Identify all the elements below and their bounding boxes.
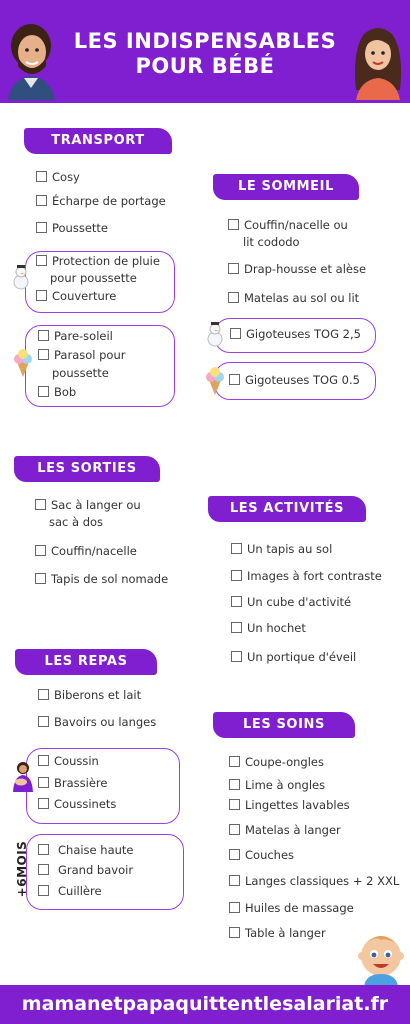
checkbox[interactable] xyxy=(36,171,47,182)
list-item[interactable]: Table à langer xyxy=(229,925,326,942)
list-item[interactable]: Couffin/nacelle xyxy=(35,543,137,560)
list-item[interactable]: Lime à ongles xyxy=(229,777,325,794)
list-item[interactable]: Un tapis au sol xyxy=(231,541,332,558)
checkbox[interactable] xyxy=(228,263,239,274)
header-banner xyxy=(0,0,410,103)
list-item[interactable]: Chaise haute xyxy=(38,842,134,859)
list-item[interactable]: Lingettes lavables xyxy=(229,797,350,814)
checkbox[interactable] xyxy=(229,849,240,860)
list-item[interactable]: Bob xyxy=(38,384,76,401)
checkbox[interactable] xyxy=(38,885,49,896)
list-item[interactable]: Protection de pluie xyxy=(36,253,160,270)
list-item[interactable]: Huiles de massage xyxy=(229,900,354,917)
list-item[interactable]: Un hochet xyxy=(231,620,306,637)
checkbox[interactable] xyxy=(38,716,49,727)
section-title-activites: LES ACTIVITÉS xyxy=(208,496,366,522)
list-item[interactable]: Pare-soleil xyxy=(38,328,113,345)
checkbox[interactable] xyxy=(36,222,47,233)
website-url[interactable]: mamanetpapaquittentlesalariat.fr xyxy=(0,985,410,1024)
six-months-label: +6MOIS xyxy=(15,840,29,898)
list-item[interactable]: Écharpe de portage xyxy=(36,193,166,210)
checkbox[interactable] xyxy=(38,386,49,397)
list-item[interactable]: Matelas au sol ou lit xyxy=(228,290,359,307)
list-item[interactable]: Coussinets xyxy=(38,796,116,813)
list-item[interactable]: Langes classiques + 2 XXL xyxy=(229,873,399,890)
checkbox[interactable] xyxy=(38,844,49,855)
snowman-icon xyxy=(8,263,34,291)
list-item[interactable]: Matelas à langer xyxy=(229,822,341,839)
list-item[interactable]: Grand bavoir xyxy=(38,862,133,879)
checkbox[interactable] xyxy=(38,689,49,700)
checkbox[interactable] xyxy=(36,290,47,301)
list-item[interactable]: Un cube d'activité xyxy=(231,594,351,611)
checkbox[interactable] xyxy=(38,330,49,341)
list-item[interactable]: Un portique d'éveil xyxy=(231,649,356,666)
checkbox[interactable] xyxy=(230,328,241,339)
list-item[interactable]: Coussin xyxy=(38,753,99,770)
list-item[interactable]: Poussette xyxy=(36,220,108,237)
checkbox[interactable] xyxy=(38,798,49,809)
checkbox[interactable] xyxy=(229,779,240,790)
dad-avatar-icon xyxy=(4,20,59,100)
checkbox[interactable] xyxy=(231,596,242,607)
checkbox[interactable] xyxy=(229,824,240,835)
list-item-continued: sac à dos xyxy=(49,515,104,529)
title-line-1: LES INDISPENSABLES xyxy=(73,29,337,53)
checkbox[interactable] xyxy=(229,902,240,913)
checkbox[interactable] xyxy=(231,651,242,662)
list-item[interactable]: Gigoteuses TOG 0.5 xyxy=(229,372,360,389)
checkbox[interactable] xyxy=(231,543,242,554)
checkbox[interactable] xyxy=(231,570,242,581)
list-item[interactable]: Cuillère xyxy=(38,883,102,900)
checkbox[interactable] xyxy=(38,777,49,788)
list-item-continued: poussette xyxy=(52,366,109,380)
checkbox[interactable] xyxy=(229,756,240,767)
section-title-sommeil: LE SOMMEIL xyxy=(213,174,359,200)
checkbox[interactable] xyxy=(231,622,242,633)
checkbox[interactable] xyxy=(228,292,239,303)
breastfeeding-mother-icon xyxy=(10,760,36,794)
ice-cream-icon xyxy=(202,366,228,396)
checkbox[interactable] xyxy=(36,195,47,206)
checkbox[interactable] xyxy=(36,255,47,266)
baby-icon xyxy=(354,930,408,986)
section-title-sorties: LES SORTIES xyxy=(14,456,160,482)
checkbox[interactable] xyxy=(229,927,240,938)
checkbox[interactable] xyxy=(35,573,46,584)
list-item[interactable]: Couffin/nacelle ou xyxy=(228,217,348,234)
list-item[interactable]: Cosy xyxy=(36,169,80,186)
section-title-repas: LES REPAS xyxy=(15,649,157,675)
list-item[interactable]: Bavoirs ou langes xyxy=(38,714,156,731)
checkbox[interactable] xyxy=(35,545,46,556)
checkbox[interactable] xyxy=(229,374,240,385)
mom-avatar-icon xyxy=(350,20,405,100)
checkbox[interactable] xyxy=(229,799,240,810)
list-item[interactable]: Sac à langer ou xyxy=(35,497,141,514)
checkbox[interactable] xyxy=(38,755,49,766)
list-item[interactable]: Couverture xyxy=(36,288,116,305)
section-title-transport: TRANSPORT xyxy=(24,128,172,154)
list-item[interactable]: Gigoteuses TOG 2,5 xyxy=(230,326,361,343)
list-item[interactable]: Biberons et lait xyxy=(38,687,141,704)
checkbox[interactable] xyxy=(38,864,49,875)
checkbox[interactable] xyxy=(228,219,239,230)
list-item[interactable]: Coupe-ongles xyxy=(229,754,324,771)
list-item[interactable]: Brassière xyxy=(38,775,107,792)
list-item[interactable]: Parasol pour xyxy=(38,347,125,364)
checkbox[interactable] xyxy=(38,349,49,360)
snowman-icon xyxy=(202,320,228,348)
section-title-soins: LES SOINS xyxy=(213,712,355,738)
list-item[interactable]: Couches xyxy=(229,847,294,864)
checkbox[interactable] xyxy=(35,499,46,510)
ice-cream-icon xyxy=(10,348,36,378)
list-item[interactable]: Tapis de sol nomade xyxy=(35,571,168,588)
list-item[interactable]: Images à fort contraste xyxy=(231,568,382,585)
list-item-continued: pour poussette xyxy=(50,271,137,285)
list-item[interactable]: Drap-housse et alèse xyxy=(228,261,366,278)
checkbox[interactable] xyxy=(229,875,240,886)
list-item-continued: lit cododo xyxy=(243,235,300,249)
title-line-2: POUR BÉBÉ xyxy=(135,54,275,78)
